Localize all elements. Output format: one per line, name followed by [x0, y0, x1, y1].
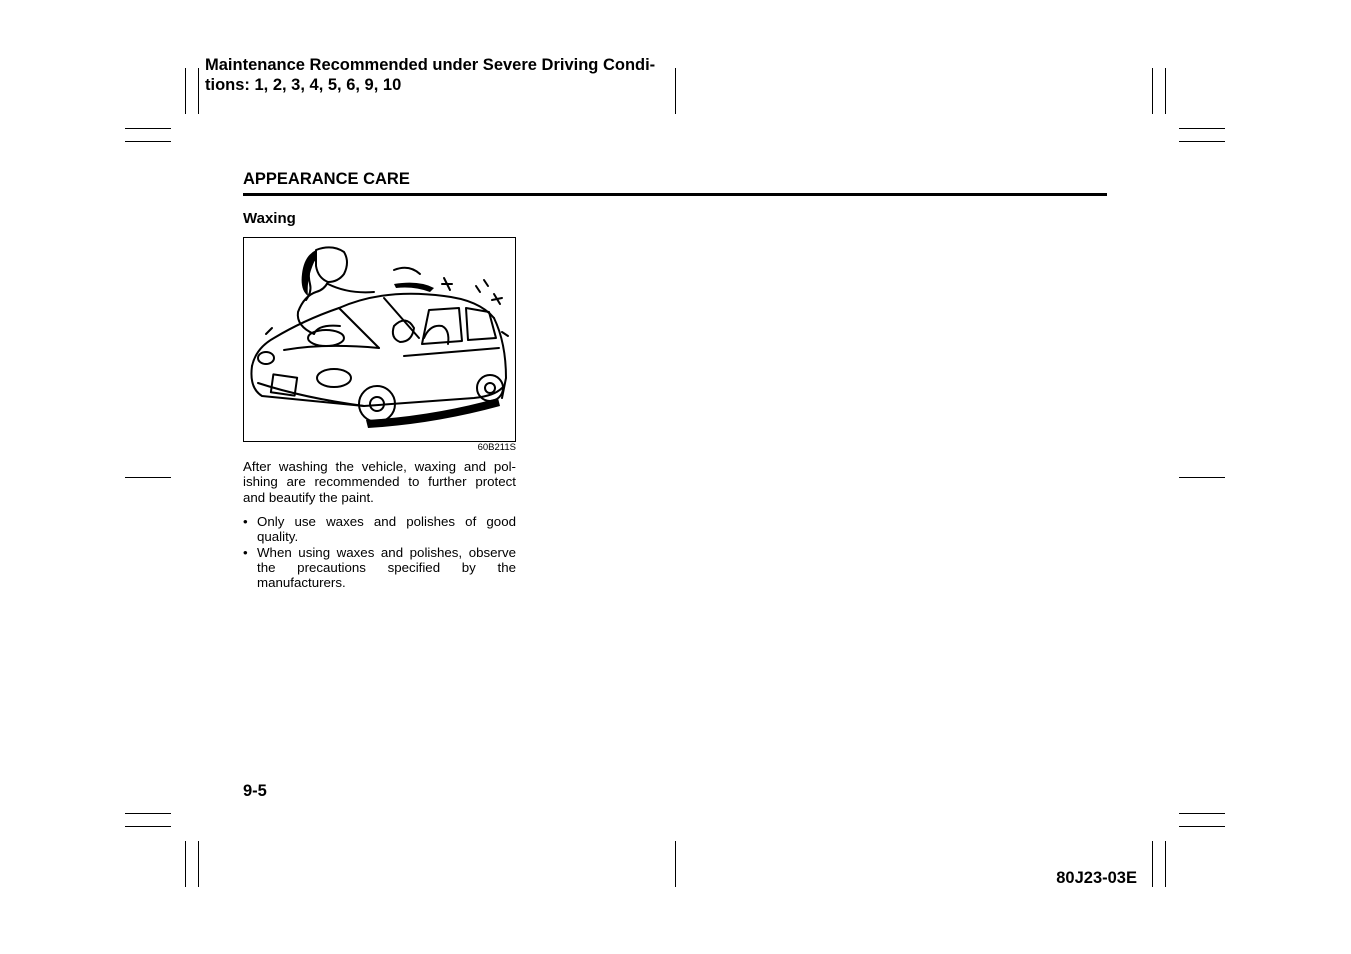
subheading-waxing: Waxing	[243, 210, 296, 227]
list-item-text: Only use waxes and polishes of good quality.	[257, 514, 516, 545]
bullet-marker: •	[243, 514, 248, 529]
document-code: 80J23-03E	[1056, 869, 1137, 887]
figure-code: 60B211S	[477, 442, 516, 453]
list-item	[243, 514, 516, 545]
maintenance-note: Maintenance Recommended under Severe Driving Condi- tions: 1, 2, 3, 4, 5, 6, 9, 10	[205, 56, 656, 94]
waxing-paragraph: After washing the vehicle, waxing and pol- ishing are recommended to further protect and beautify the paint.	[243, 459, 516, 505]
waxing-tips-list	[243, 514, 516, 590]
section-title: APPEARANCE CARE	[243, 170, 410, 188]
list-item-text: When using waxes and polishes, observe the precautions specified by the manufacturers.	[257, 544, 516, 591]
car-waxing-drawing	[244, 238, 515, 441]
waxing-illustration	[243, 237, 516, 442]
bullet-marker: •	[243, 544, 248, 560]
page-number: 9-5	[243, 782, 267, 800]
list-item	[243, 545, 516, 591]
section-divider	[243, 193, 1107, 196]
